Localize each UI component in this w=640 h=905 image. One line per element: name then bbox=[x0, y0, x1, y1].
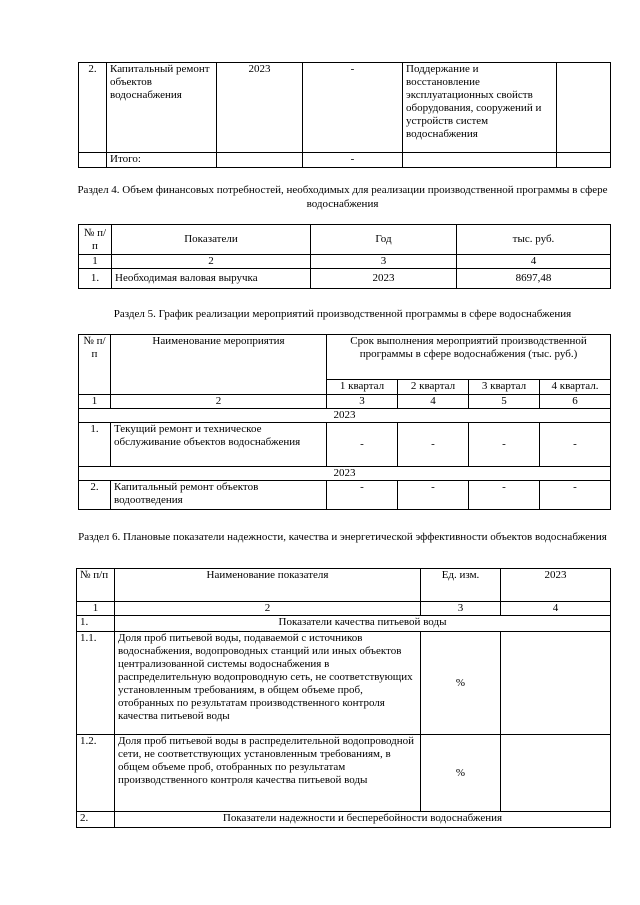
quarter-value: - bbox=[469, 481, 540, 510]
quarter-value: - bbox=[540, 423, 611, 467]
col-number: 2 bbox=[112, 255, 311, 269]
col-number: 1 bbox=[79, 395, 111, 409]
indicator-unit: % bbox=[421, 632, 501, 735]
col-number: 3 bbox=[421, 602, 501, 616]
table-header bbox=[79, 225, 611, 255]
empty-cell bbox=[79, 153, 107, 168]
measure-name: Капитальный ремонт объектов водоснабжения bbox=[107, 63, 217, 153]
quarter-label: 3 квартал bbox=[469, 380, 540, 395]
group-row bbox=[77, 616, 611, 632]
quarter-label: 1 квартал bbox=[327, 380, 398, 395]
year-label: 2023 bbox=[79, 409, 611, 423]
table-row bbox=[79, 481, 611, 510]
section-5-heading: Раздел 5. График реализации мероприятий производственной программы в сфере водоснабжения bbox=[113, 308, 572, 320]
group-label: Показатели надежности и бесперебойности водоснабжения bbox=[115, 812, 611, 828]
indicators-table bbox=[76, 568, 611, 828]
empty-cell bbox=[217, 153, 303, 168]
table-header bbox=[77, 569, 611, 602]
quarter-label: 4 квартал. bbox=[540, 380, 611, 395]
table-row bbox=[79, 63, 611, 153]
row-number: 2. bbox=[79, 63, 107, 153]
quarter-value: - bbox=[540, 481, 611, 510]
quarter-value: - bbox=[398, 481, 469, 510]
col-number: 4 bbox=[398, 395, 469, 409]
indicator-unit: % bbox=[421, 735, 501, 812]
col-header-num: № п/п bbox=[77, 569, 115, 602]
table-row bbox=[79, 269, 611, 289]
col-header-term: Срок выполнения мероприятий производственной программы в сфере водоснабжения (тыс. руб.) bbox=[327, 335, 611, 380]
col-number: 5 bbox=[469, 395, 540, 409]
section-4-heading: Раздел 4. Объем финансовых потребностей, необходимых для реализации производственной программы в сфере водоснабжения bbox=[77, 184, 608, 210]
measure-name: Капитальный ремонт объектов водоотведения bbox=[111, 481, 327, 510]
table-row bbox=[77, 735, 611, 812]
indicator-value bbox=[501, 632, 611, 735]
row-number: 1.1. bbox=[77, 632, 115, 735]
empty-cell bbox=[403, 153, 557, 168]
row-number: 1. bbox=[79, 269, 112, 289]
schedule-table bbox=[78, 334, 611, 510]
col-number: 1 bbox=[77, 602, 115, 616]
column-numbers-row bbox=[79, 255, 611, 269]
column-numbers-row bbox=[79, 395, 611, 409]
table-row bbox=[79, 423, 611, 467]
column-numbers-row bbox=[77, 602, 611, 616]
table-header bbox=[79, 335, 611, 380]
quarter-value: - bbox=[469, 423, 540, 467]
col-number: 2 bbox=[115, 602, 421, 616]
col-header-amount: тыс. руб. bbox=[457, 225, 611, 255]
measures-table-continuation bbox=[78, 62, 611, 168]
total-cost: - bbox=[303, 153, 403, 168]
indicator-value bbox=[501, 735, 611, 812]
group-label: Показатели качества питьевой воды bbox=[115, 616, 611, 632]
col-header-indicator: Наименование показателя bbox=[115, 569, 421, 602]
indicator-name: Доля проб питьевой воды в распределительной водопроводной сети, не соответствующих установленным требованиям, в общем объеме проб, отобранных по результатам производственного контроля качества питьевой воды bbox=[115, 735, 421, 812]
finance-table bbox=[78, 224, 611, 289]
col-number: 3 bbox=[327, 395, 398, 409]
col-number: 3 bbox=[311, 255, 457, 269]
group-number: 2. bbox=[77, 812, 115, 828]
col-header-indicators: Показатели bbox=[112, 225, 311, 255]
row-number: 2. bbox=[79, 481, 111, 510]
col-header-num: № п/п bbox=[79, 335, 111, 395]
quarter-value: - bbox=[398, 423, 469, 467]
measure-cost: - bbox=[303, 63, 403, 153]
col-number: 4 bbox=[457, 255, 611, 269]
indicator-name: Необходимая валовая выручка bbox=[112, 269, 311, 289]
year-row bbox=[79, 467, 611, 481]
col-header-unit: Ед. изм. bbox=[421, 569, 501, 602]
table-row bbox=[77, 632, 611, 735]
measure-year: 2023 bbox=[217, 63, 303, 153]
col-header-year: Год bbox=[311, 225, 457, 255]
year-label: 2023 bbox=[79, 467, 611, 481]
col-header-num: № п/п bbox=[79, 225, 112, 255]
col-number: 6 bbox=[540, 395, 611, 409]
empty-cell bbox=[557, 63, 611, 153]
indicator-amount: 8697,48 bbox=[457, 269, 611, 289]
indicator-name: Доля проб питьевой воды, подаваемой с источников водоснабжения, водопроводных станций или иных объектов централизованной системы водоснабжения в распределительную водопроводную сеть, не соответствующих установленным требованиям, в общем объеме проб, отобранных по результатам производственного контроля качества питьевой воды bbox=[115, 632, 421, 735]
indicator-year: 2023 bbox=[311, 269, 457, 289]
row-number: 1.2. bbox=[77, 735, 115, 812]
total-label: Итого: bbox=[107, 153, 217, 168]
quarter-value: - bbox=[327, 423, 398, 467]
empty-cell bbox=[557, 153, 611, 168]
col-header-measure: Наименование мероприятия bbox=[111, 335, 327, 395]
row-number: 1. bbox=[79, 423, 111, 467]
measure-effect: Поддержание и восстановление эксплуатационных свойств оборудования, сооружений и устройств систем водоснабжения bbox=[403, 63, 557, 153]
quarter-value: - bbox=[327, 481, 398, 510]
quarter-label: 2 квартал bbox=[398, 380, 469, 395]
year-row bbox=[79, 409, 611, 423]
col-number: 1 bbox=[79, 255, 112, 269]
col-number: 2 bbox=[111, 395, 327, 409]
section-6-heading: Раздел 6. Плановые показатели надежности, качества и энергетической эффективности объектов водоснабжения bbox=[78, 531, 607, 543]
group-row bbox=[77, 812, 611, 828]
group-number: 1. bbox=[77, 616, 115, 632]
col-number: 4 bbox=[501, 602, 611, 616]
col-header-year: 2023 bbox=[501, 569, 611, 602]
measure-name: Текущий ремонт и техническое обслуживание объектов водоснабжения bbox=[111, 423, 327, 467]
total-row bbox=[79, 153, 611, 168]
